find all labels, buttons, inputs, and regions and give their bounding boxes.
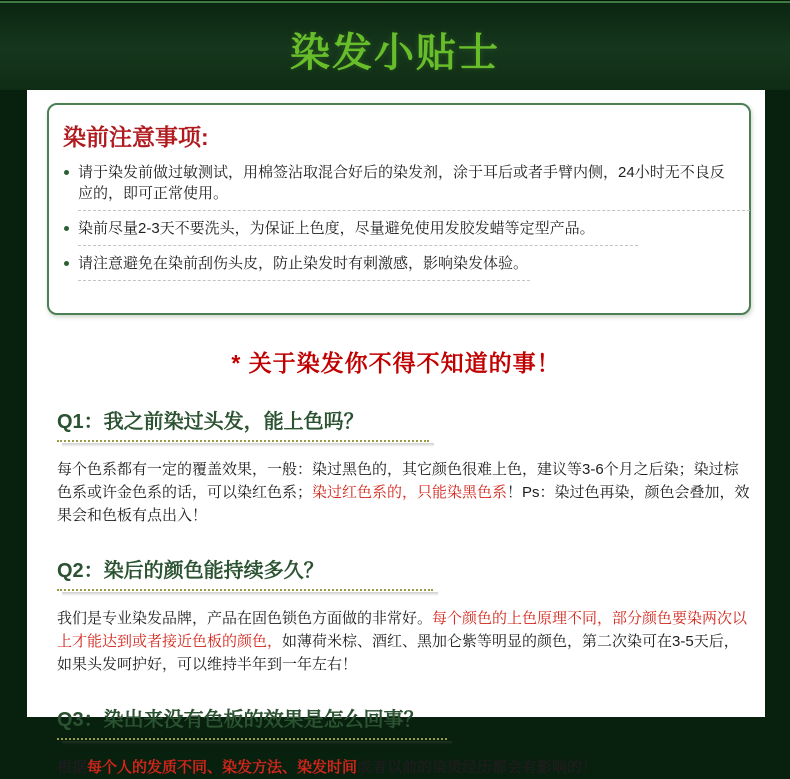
dotted-underline (57, 589, 433, 591)
answer-segment: 如薄荷米棕、酒红、黑加仑紫等明显的颜色，第二次染可在3-5天后，如果头发呵护好，可以维持半年到一年左右！ (57, 633, 739, 673)
header-banner (0, 0, 790, 90)
dashed-divider (78, 245, 638, 246)
qa-block-1 (57, 405, 750, 527)
notice-item-text: 请注意避免在染前刮伤头皮，防止染发时有刺激感，影响染发体验。 (78, 255, 529, 272)
notice-list (61, 162, 733, 281)
dashed-divider (78, 280, 530, 281)
question-2: Q2：染后的颜色能持续多久？ (57, 560, 324, 582)
qa-block-3 (57, 703, 735, 779)
dotted-underline (57, 738, 447, 740)
pre-dye-notice-box (47, 103, 751, 315)
question-3: Q3：染出来没有色板的效果是怎么回事？ (57, 709, 424, 731)
notice-item-text: 染前尽量2-3天不要洗头，为保证上色度，尽量避免使用发胶发蜡等定型产品。 (78, 220, 595, 237)
question-1: Q1：我之前染过头发，能上色吗？ (57, 411, 364, 433)
dashed-divider (78, 210, 750, 211)
answer-segment: 每个人的发质不同、染发方法、染发时间 (87, 759, 358, 776)
notice-item (61, 162, 733, 211)
notice-title: 染前注意事项: (63, 124, 209, 150)
bullet-dot-icon (64, 261, 69, 266)
answer-segment: 每个颜色的上色原理不同，部分颜色要染两次以上才能达到或者接近色板的颜色， (57, 610, 748, 650)
notice-item (61, 218, 733, 246)
answer-2 (57, 607, 751, 676)
dotted-underline (57, 440, 429, 442)
answer-segment: 根据 (57, 759, 88, 776)
notice-item (61, 253, 733, 281)
answer-segment: 或者以前的染烫经历都会有影响的！ (357, 759, 598, 776)
answer-3 (57, 756, 751, 779)
answer-segment: ！Ps：染过色再染，颜色会叠加，效果会和色板有点出入！ (57, 484, 750, 524)
content-panel (27, 90, 765, 776)
bullet-dot-icon (64, 170, 69, 175)
qa-block-2 (57, 554, 748, 676)
answer-1 (57, 458, 751, 527)
notice-item-text: 请于染发前做过敏测试，用棉签沾取混合好后的染发剂，涂于耳后或者手臂内侧，24小时无不良反应的，即可正常使用。 (78, 164, 725, 202)
faq-section-heading: * 关于染发你不得不知道的事！ (231, 350, 561, 376)
page-title: 染发小贴士 (290, 31, 500, 75)
bullet-dot-icon (64, 226, 69, 231)
answer-segment: 我们是专业染发品牌，产品在固色锁色方面做的非常好。 (57, 610, 433, 627)
answer-segment: 染过红色系的，只能染黑色系 (312, 484, 508, 501)
answer-segment: 每个色系都有一定的覆盖效果，一般：染过黑色的，其它颜色很难上色，建议等3-6个月之后染；染过棕色系或许金色系的话，可以染红色系； (57, 461, 739, 501)
